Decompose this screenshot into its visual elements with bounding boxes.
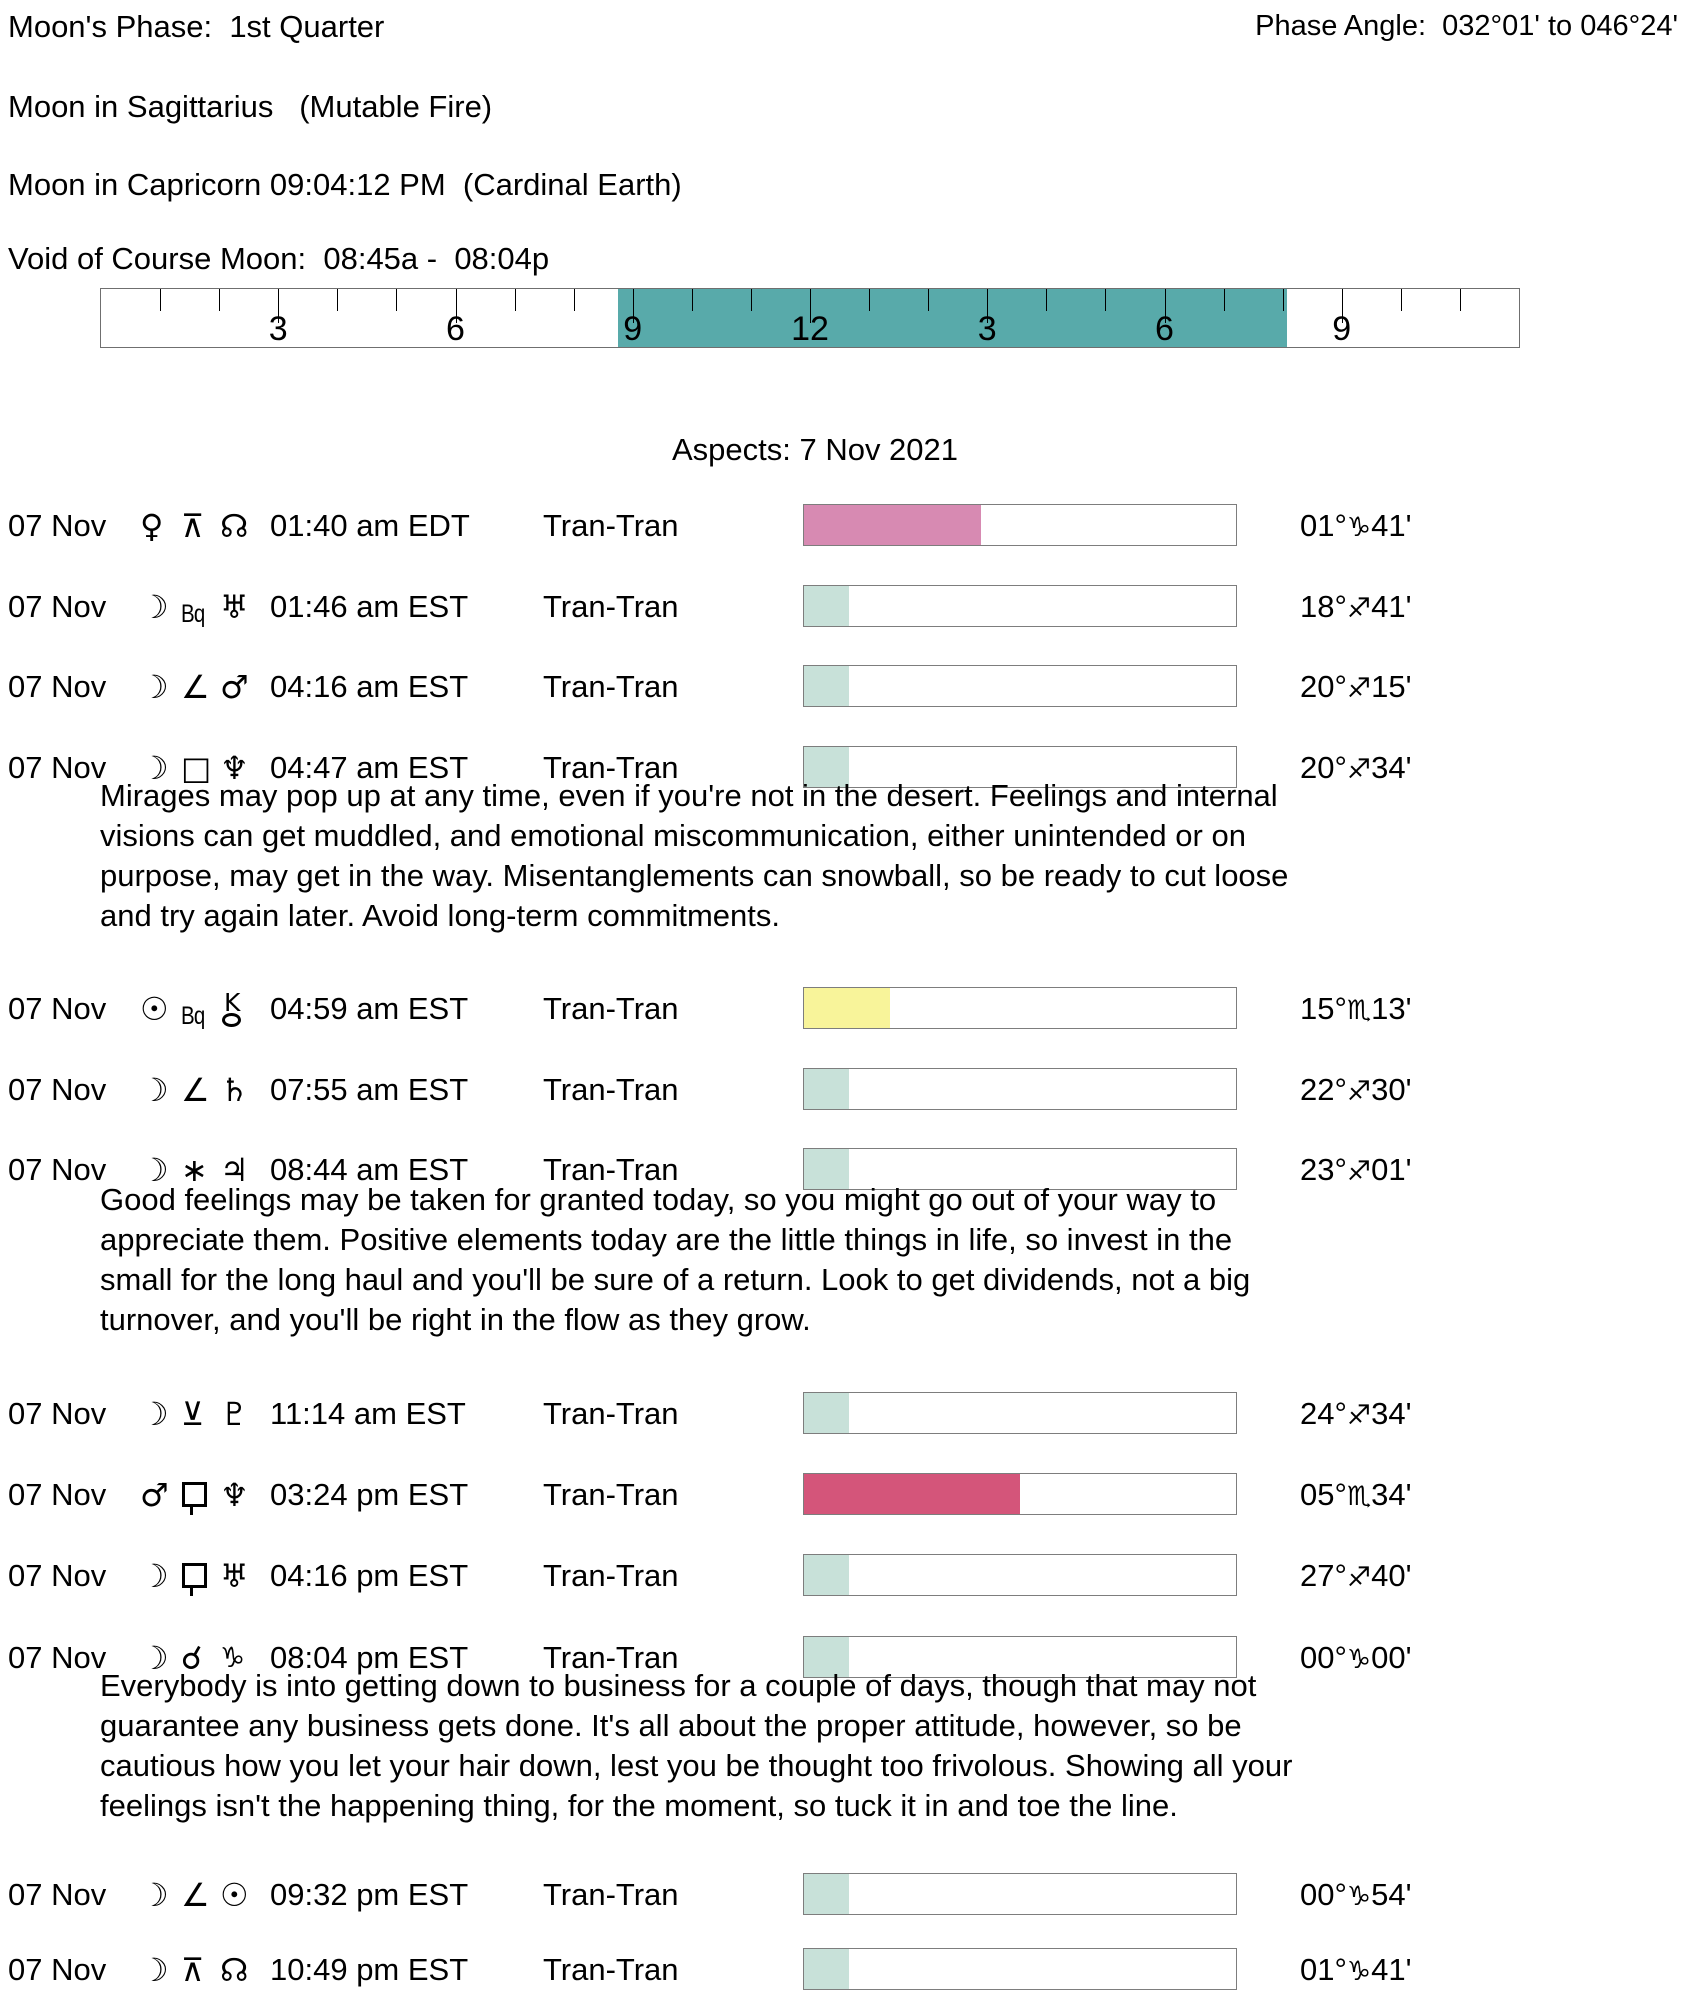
ruler-hour-tick	[692, 289, 693, 311]
aspect-time: 07:55 am EST	[270, 1072, 469, 1107]
aspect-date: 07 Nov	[8, 1152, 107, 1187]
orb-progress-fill	[804, 988, 890, 1028]
orb-progress-fill	[804, 1874, 849, 1914]
square-icon: □	[181, 749, 212, 787]
orb-progress-fill	[804, 1474, 1020, 1514]
ruler-hour-tick	[869, 289, 870, 311]
aspect-type: Tran-Tran	[543, 589, 679, 624]
orb-progress-bar	[803, 585, 1237, 627]
sagittarius-icon: ♐	[1346, 754, 1372, 785]
ruler-hour-label: 9	[1332, 310, 1352, 348]
aspect-row	[0, 1475, 1688, 1515]
orb-progress-fill	[804, 505, 981, 545]
scorpio-icon: ♏	[1346, 1481, 1372, 1512]
moon-icon: ☽	[140, 749, 169, 787]
semisextile-icon: ⊻	[181, 1395, 205, 1433]
moon-icon: ☽	[140, 1151, 169, 1189]
ruler-hour-label: 3	[977, 310, 997, 348]
aspect-date: 07 Nov	[8, 1396, 107, 1431]
aspect-row	[0, 1875, 1688, 1915]
aspect-degree: 23°♐01'	[1300, 1152, 1412, 1187]
aspect-time: 04:16 pm EST	[270, 1558, 469, 1593]
orb-progress-bar	[803, 504, 1237, 546]
aspect-time: 03:24 pm EST	[270, 1477, 469, 1512]
orb-progress-fill	[804, 1069, 849, 1109]
aspect-row	[0, 1394, 1688, 1434]
sesquiquadrate-icon	[181, 1475, 207, 1515]
quincunx-icon: ⊼	[181, 1951, 205, 1989]
void-ruler	[100, 288, 1520, 348]
ruler-hour-label: 12	[791, 310, 829, 348]
aspect-note: Good feelings may be taken for granted today, so you might go out of your way to appreciate them. Positive elements today are the little things in life, so invest in the small for the long haul and you'll be sure of a return. Look to get dividends, not a big turnover, and you'll be right in the flow as they grow.	[100, 1182, 1251, 1337]
moon-icon: ☽	[140, 1071, 169, 1109]
aspect-type: Tran-Tran	[543, 1640, 679, 1675]
ruler-hour-tick	[1105, 289, 1106, 311]
jupiter-icon: ♃	[220, 1151, 249, 1189]
saturn-icon: ♄	[220, 1071, 249, 1109]
aspect-type: Tran-Tran	[543, 508, 679, 543]
semisquare-icon: ∠	[181, 1071, 210, 1109]
aspect-type: Tran-Tran	[543, 1152, 679, 1187]
void-shade	[618, 289, 1287, 347]
ruler-hour-tick	[1224, 289, 1225, 311]
ruler-hour-tick	[219, 289, 220, 311]
ruler-hour-tick	[928, 289, 929, 311]
sagittarius-icon: ♐	[1346, 1076, 1372, 1107]
orb-progress-fill	[804, 1393, 849, 1433]
semisquare-icon: ∠	[181, 668, 210, 706]
ruler-hour-tick	[1460, 289, 1461, 311]
moon-sign-line-1: Moon in Sagittarius (Mutable Fire)	[8, 89, 493, 124]
orb-progress-bar	[803, 987, 1237, 1029]
sun-icon: ☉	[220, 1876, 249, 1914]
ruler-hour-tick	[160, 289, 161, 311]
aspect-type: Tran-Tran	[543, 1072, 679, 1107]
aspect-date: 07 Nov	[8, 1952, 107, 1987]
aspect-degree: 18°♐41'	[1300, 589, 1412, 624]
capricorn-icon: ♑	[1346, 512, 1372, 543]
aspect-date: 07 Nov	[8, 508, 107, 543]
aspect-date: 07 Nov	[8, 991, 107, 1026]
capricorn-icon: ♑	[1346, 1881, 1372, 1912]
pluto-icon: ♇	[220, 1395, 249, 1433]
ruler-hour-label: 3	[268, 310, 288, 348]
neptune-icon: ♆	[220, 1476, 249, 1514]
sagittarius-icon: ♐	[1346, 1562, 1372, 1593]
aspect-date: 07 Nov	[8, 1877, 107, 1912]
phase-angle-line: Phase Angle: 032°01' to 046°24'	[1255, 10, 1678, 42]
aspect-row	[0, 667, 1688, 707]
sun-icon: ☉	[140, 990, 169, 1028]
aspect-row	[0, 1556, 1688, 1596]
aspect-date: 07 Nov	[8, 750, 107, 785]
scorpio-icon: ♏	[1346, 995, 1372, 1026]
sagittarius-icon: ♐	[1346, 1400, 1372, 1431]
semisquare-icon: ∠	[181, 1876, 210, 1914]
aspect-type: Tran-Tran	[543, 669, 679, 704]
aspect-type: Tran-Tran	[543, 750, 679, 785]
aspect-degree: 01°♑41'	[1300, 1952, 1412, 1987]
uranus-icon: ♅	[220, 588, 249, 626]
sagittarius-icon: ♐	[1346, 673, 1372, 704]
conjunction-icon: ☌	[181, 1639, 203, 1677]
quincunx-icon: ⊼	[181, 507, 205, 545]
aspect-row	[0, 506, 1688, 546]
aspect-time: 04:47 am EST	[270, 750, 469, 785]
orb-progress-bar	[803, 1392, 1237, 1434]
aspect-note: Everybody is into getting down to business for a couple of days, though that may not guarantee any business gets done. It's all about the proper attitude, however, so be cautious how you let your hair down, lest you be thought too frivolous. Showing all your feelings isn't the happening thing, for the moment, so tuck it in and toe the line.	[100, 1668, 1293, 1823]
aspect-degree: 24°♐34'	[1300, 1396, 1412, 1431]
ruler-hour-tick	[751, 289, 752, 311]
north-node-icon: ☊	[220, 1951, 249, 1989]
ruler-hour-label: 6	[1155, 310, 1174, 348]
aspect-row	[0, 989, 1688, 1029]
aspect-type: Tran-Tran	[543, 1877, 679, 1912]
aspects-title: Aspects: 7 Nov 2021	[671, 432, 959, 467]
aspect-time: 01:46 am EST	[270, 589, 469, 624]
moon-icon: ☽	[140, 1951, 169, 1989]
orb-progress-fill	[804, 1949, 849, 1989]
orb-progress-fill	[804, 1555, 849, 1595]
mars-icon: ♂	[140, 1476, 169, 1514]
sesquiquadrate-icon	[181, 1556, 207, 1596]
ruler-hour-tick	[396, 289, 397, 311]
aspect-degree: 27°♐40'	[1300, 1558, 1412, 1593]
moon-icon: ☽	[140, 1876, 169, 1914]
orb-progress-bar	[803, 1473, 1237, 1515]
ruler-hour-tick	[337, 289, 338, 311]
ruler-hour-tick	[574, 289, 575, 311]
orb-progress-bar	[803, 665, 1237, 707]
aspect-type: Tran-Tran	[543, 1396, 679, 1431]
orb-progress-bar	[803, 1948, 1237, 1990]
aspect-time: 08:04 pm EST	[270, 1640, 469, 1675]
aspect-date: 07 Nov	[8, 669, 107, 704]
aspect-degree: 00°♑00'	[1300, 1640, 1412, 1675]
aspect-degree: 20°♐34'	[1300, 750, 1412, 785]
aspect-degree: 20°♐15'	[1300, 669, 1412, 704]
moon-icon: ☽	[140, 668, 169, 706]
capricorn-icon: ♑	[1346, 1956, 1372, 1987]
venus-icon: ♀	[140, 507, 164, 545]
aspect-degree: 05°♏34'	[1300, 1477, 1412, 1512]
biquintile-icon: Bq	[181, 600, 205, 628]
aspect-type: Tran-Tran	[543, 1558, 679, 1593]
orb-progress-bar	[803, 1873, 1237, 1915]
aspect-degree: 00°♑54'	[1300, 1877, 1412, 1912]
aspect-time: 04:16 am EST	[270, 669, 469, 704]
aspect-row	[0, 587, 1688, 627]
aspect-time: 04:59 am EST	[270, 991, 469, 1026]
moon-icon: ☽	[140, 1557, 169, 1595]
aspect-date: 07 Nov	[8, 1640, 107, 1675]
ruler-hour-tick	[515, 289, 516, 311]
ruler-hour-label: 6	[446, 310, 465, 348]
ruler-hour-tick	[1283, 289, 1284, 311]
aspect-date: 07 Nov	[8, 589, 107, 624]
sextile-icon: ∗	[181, 1151, 208, 1189]
capricorn-icon: ♑	[1346, 1644, 1372, 1675]
aspect-time: 09:32 pm EST	[270, 1877, 469, 1912]
sagittarius-icon: ♐	[1346, 593, 1372, 624]
orb-progress-fill	[804, 586, 849, 626]
neptune-icon: ♆	[220, 749, 249, 787]
aspect-time: 08:44 am EST	[270, 1152, 469, 1187]
aspect-date: 07 Nov	[8, 1477, 107, 1512]
aspect-row	[0, 1070, 1688, 1110]
uranus-icon: ♅	[220, 1557, 249, 1595]
aspect-degree: 15°♏13'	[1300, 991, 1412, 1026]
north-node-icon: ☊	[220, 507, 249, 545]
aspect-time: 11:14 am EST	[270, 1396, 466, 1431]
sagittarius-icon: ♐	[1346, 1156, 1372, 1187]
orb-progress-fill	[804, 666, 849, 706]
biquintile-icon: Bq	[181, 1002, 205, 1030]
ruler-hour-tick	[1401, 289, 1402, 311]
ruler-hour-label: 9	[623, 310, 643, 348]
ruler-hour-tick	[1046, 289, 1047, 311]
orb-progress-bar	[803, 1068, 1237, 1110]
aspect-type: Tran-Tran	[543, 1952, 679, 1987]
aspect-date: 07 Nov	[8, 1558, 107, 1593]
aspect-degree: 01°♑41'	[1300, 508, 1412, 543]
moon-icon: ☽	[140, 1639, 169, 1677]
aspect-time: 01:40 am EDT	[270, 508, 470, 543]
void-of-course-line: Void of Course Moon: 08:45a - 08:04p	[8, 241, 550, 276]
aspect-date: 07 Nov	[8, 1072, 107, 1107]
moons-phase-line: Moon's Phase: 1st Quarter	[8, 9, 385, 44]
chiron-icon	[220, 989, 246, 1029]
aspect-note: Mirages may pop up at any time, even if you're not in the desert. Feelings and internal visions can get muddled, and emotional miscommunication, either unintended or on purpose, may get in the way. Misentanglements can snowball, so be ready to cut loose and try again later. Avoid long-term commitments.	[100, 778, 1289, 933]
orb-progress-bar	[803, 1554, 1237, 1596]
aspect-type: Tran-Tran	[543, 1477, 679, 1512]
mars-icon: ♂	[220, 668, 249, 706]
aspect-time: 10:49 pm EST	[270, 1952, 469, 1987]
aspect-row	[0, 1950, 1688, 1990]
moon-icon: ☽	[140, 1395, 169, 1433]
moon-icon: ☽	[140, 588, 169, 626]
aspect-degree: 22°♐30'	[1300, 1072, 1412, 1107]
capricorn-icon: ♑	[220, 1641, 246, 1674]
aspect-type: Tran-Tran	[543, 991, 679, 1026]
moon-sign-line-2: Moon in Capricorn 09:04:12 PM (Cardinal Earth)	[8, 167, 682, 202]
